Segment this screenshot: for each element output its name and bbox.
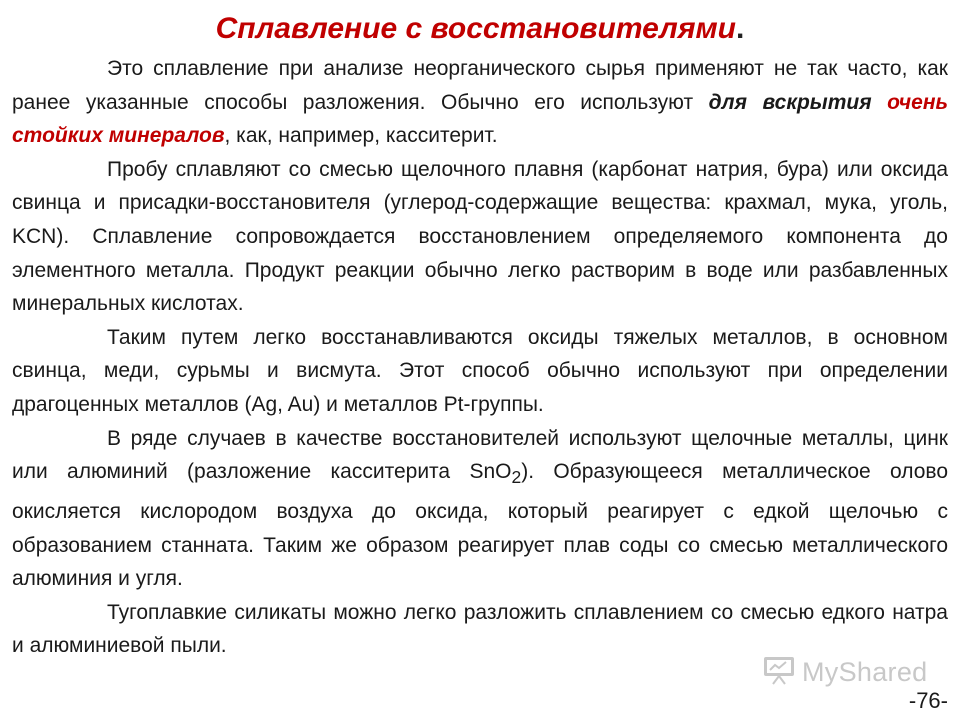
paragraph-1 (12, 52, 948, 153)
paragraph-4 (12, 422, 948, 596)
paragraph-5: Тугоплавкие силикаты можно легко разложить сплавлением со смесью едкого натра и алюминиевой пыли. (12, 600, 948, 658)
p1-emphasis-minerals: очень стойких минералов (12, 90, 948, 148)
watermark (762, 656, 927, 688)
watermark-text: MyShared (802, 656, 928, 687)
paragraph-3: Таким путем легко восстанавливаются оксиды тяжелых металлов, в основном свинца, меди, сурьмы и висмута. Этот способ обычно используют при определении драгоценных металлов (Ag, Au) и металлов Pt-группы. (12, 325, 948, 416)
p1-emphasis-opening: для вскрытия (708, 90, 888, 114)
title-period: . (736, 12, 745, 45)
page-number: -76- (908, 688, 948, 713)
p4-text-end: ). Образующееся металлическое олово окисляется кислородом воздуха до оксида, который реагирует с едкой щелочью с образованием станната. Таким же образом реагирует плав соды со смесью металлического алюминия и угля. (12, 460, 948, 591)
body-text (12, 52, 948, 663)
presentation-board-icon (762, 655, 796, 690)
slide-title (0, 12, 960, 46)
paragraph-2: Пробу сплавляют со смесью щелочного плавня (карбонат натрия, бура) или оксида свинца и присадки-восстановителя (углерод-содержащие вещества: крахмал, мука, уголь, KCN). Сплавление сопровождается восстановлением определяемого компонента до элементного металла. Продукт реакции обычно легко растворим в воде или разбавленных минеральных кислотах. (12, 157, 948, 316)
p4-text-start: В ряде случаев в качестве восстановителей используют щелочные металлы, цинк или алюминий (разложение касситерита SnO (12, 426, 948, 484)
p1-text-start: Это сплавление при анализе неорганического сырья применяют не так часто, как ранее указанные способы разложения. Обычно его используют (12, 57, 948, 114)
p4-subscript: 2 (511, 467, 522, 488)
p1-text-end: , как, например, касситерит. (224, 124, 498, 148)
title-text: Сплавление с восстановителями (215, 12, 737, 45)
